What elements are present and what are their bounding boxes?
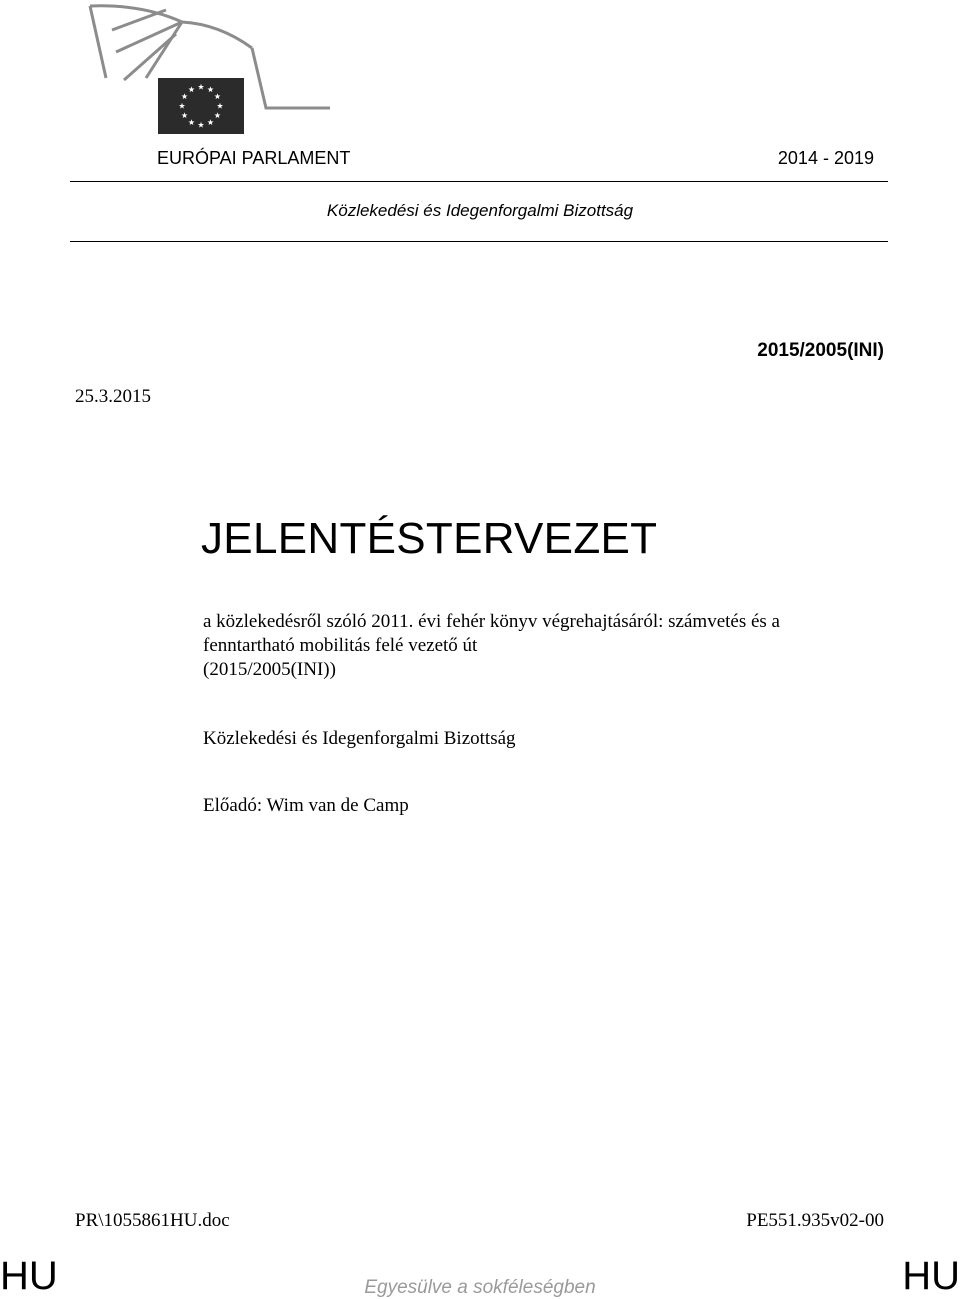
motto: Egyesülve a sokféleségben bbox=[364, 1277, 596, 1298]
document-title: JELENTÉSTERVEZET bbox=[201, 514, 658, 563]
document-date: 25.3.2015 bbox=[75, 386, 151, 407]
european-parliament-logo-icon bbox=[84, 0, 334, 140]
header-divider-bottom bbox=[70, 241, 888, 242]
subject-line: (2015/2005(INI)) bbox=[203, 659, 336, 680]
committee-name: Közlekedési és Idegenforgalmi Bizottság bbox=[203, 728, 516, 749]
parliament-name: EURÓPAI PARLAMENT bbox=[157, 148, 351, 168]
file-reference: PR\1055861HU.doc bbox=[75, 1210, 230, 1231]
subject-line: a közlekedésről szóló 2011. évi fehér könyv végrehajtásáról: számvetés és a bbox=[203, 611, 780, 632]
subject-line: fenntartható mobilitás felé vezető út bbox=[203, 635, 478, 656]
pe-number: PE551.935v02-00 bbox=[746, 1210, 884, 1231]
language-code-left: HU bbox=[0, 1254, 58, 1298]
procedure-number: 2015/2005(INI) bbox=[757, 340, 884, 361]
language-code-right: HU bbox=[902, 1254, 960, 1298]
document-subject bbox=[203, 610, 893, 682]
parliamentary-term: 2014 - 2019 bbox=[777, 148, 874, 168]
header-divider-top bbox=[70, 181, 888, 182]
committee-header: Közlekedési és Idegenforgalmi Bizottság bbox=[326, 201, 634, 220]
rapporteur: Előadó: Wim van de Camp bbox=[203, 795, 409, 816]
